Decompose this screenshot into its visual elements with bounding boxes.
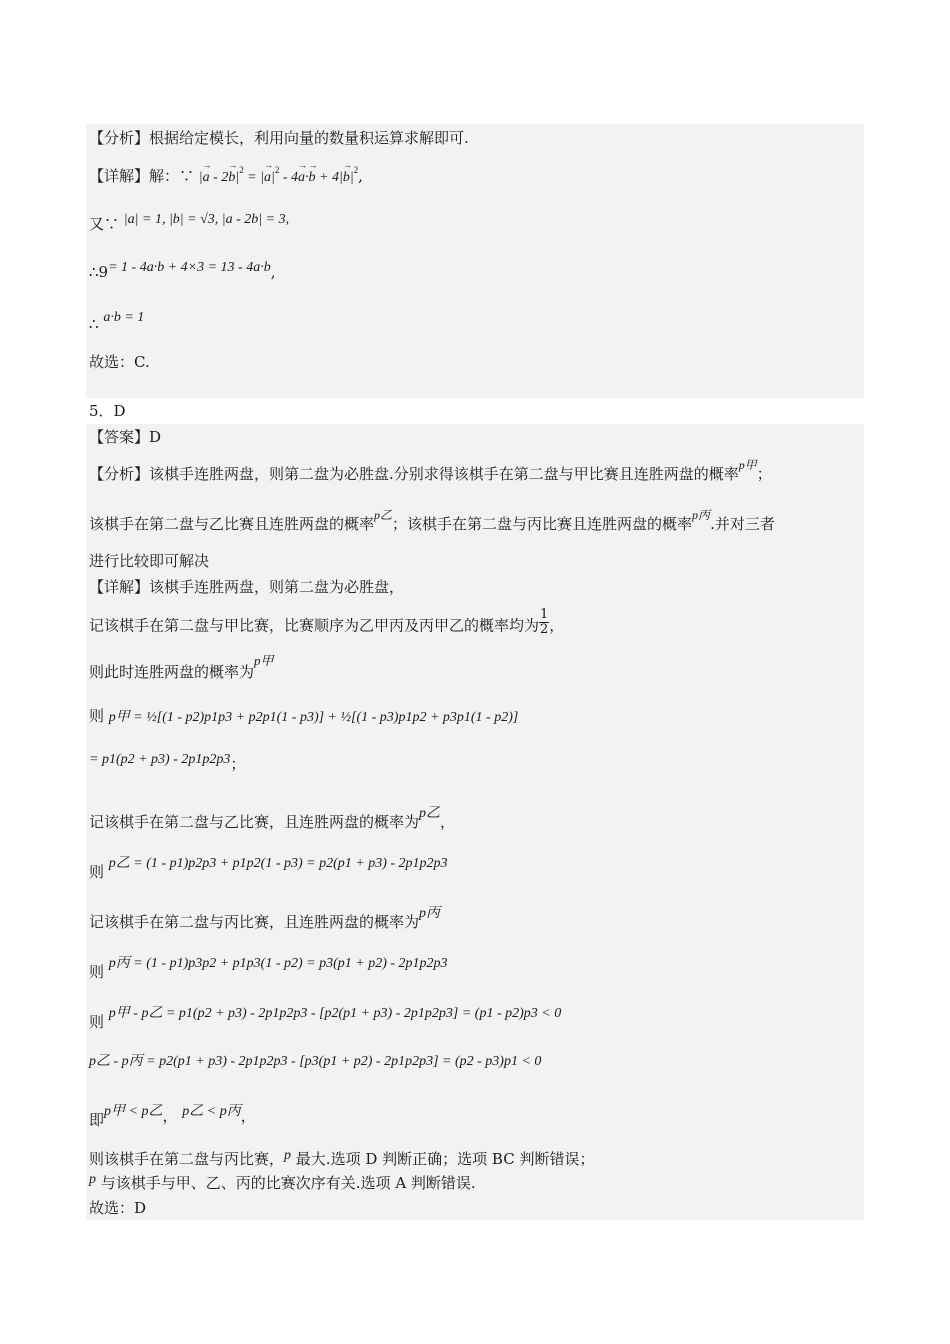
q4-detail-suffix: , [358,167,363,185]
q5-analysis-sym-jia: p甲 [738,458,757,472]
q5-analysis-text-2a: 该棋手在第二盘与乙比赛且连胜两盘的概率 [89,515,375,533]
q4-step2 [89,306,145,333]
q4-given-formula: |a| = 1, |b| = √3, |a - 2b| = 3, [123,212,290,227]
q4-given [89,208,290,233]
q5-yi-intro-text: 记该棋手在第二盘与乙比赛，且连胜两盘的概率为 [89,813,420,831]
q5-detail-end-2: ， [549,616,565,635]
q5-eq-yi-prefix: 则 [89,863,105,881]
q5-eq-jia-2 [89,748,246,773]
q4-step1-formula: = 1 - 4a·b + 4×3 = 13 - 4a·b [108,260,271,275]
q5-detail-line2 [89,607,565,641]
q4-step1-prefix: ∴9 [89,263,109,281]
q5-answer: 【答案】D [89,428,162,446]
q5-conclusion-1a: 则该棋手在第二盘与丙比赛， [89,1150,285,1168]
q5-analysis-line2 [89,508,775,535]
q4-choice: 故选：C. [89,353,150,371]
q5-eq-jia-prefix: 则 [89,707,105,725]
q5-half-fraction: $\frac{1}{2}$ [540,607,549,637]
q5-conclusion-1b: 最大.选项 D 判断正确；选项 BC 判断错误； [295,1150,595,1168]
q5-result-end: ， [240,1107,256,1125]
q5-detail-text-2: 记该棋手在第二盘与甲比赛，比赛顺序为乙甲丙及丙甲乙的概率均为 [89,616,540,635]
q5-yi-intro-sym: p乙 [419,806,441,821]
q5-eq-jia-2-formula: = p1(p2 + p3) - 2p1p2p3 [89,752,231,767]
q4-step1-suffix: , [270,263,276,281]
q5-diff1 [89,1002,562,1031]
q5-detail-sym-jia: p甲 [254,653,274,668]
q5-analysis-end: ； [756,465,772,483]
q5-conclusion-2-text: 与该棋手与甲、乙、丙的比赛次序有关.选项 A 判断错误. [100,1174,476,1192]
q4-given-prefix: 又∵ [89,215,120,233]
q5-detail-text-3: 则此时连胜两盘的概率为 [89,663,255,681]
q4-detail-prefix: 【详解】解：∵ [89,167,195,185]
q5-diff2 [89,1050,541,1072]
q5-detail-line1: 【详解】该棋手连胜两盘，则第二盘为必胜盘， [89,578,405,596]
q5-bing-intro-text: 记该棋手在第二盘与丙比赛，且连胜两盘的概率为 [89,913,420,931]
q5-result-1: p甲 < p乙 [104,1104,163,1119]
q5-analysis-line3: 进行比较即可解决 [89,552,210,570]
q5-eq-bing-prefix: 则 [89,963,105,981]
q4-step2-prefix: ∴ [89,315,99,333]
q4-detail-formula: |→ $a - 2\to b|^2$ = |→ $a|^2 - 4\to a\cdot\to b + 4|\to b|^2$ [199,170,358,185]
q5-result [89,1100,256,1129]
q5-conclusion-2 [89,1173,476,1195]
q5-analysis-text-2c: .并对三者 [710,515,775,533]
q5-analysis-sym-yi: p乙 [374,508,393,522]
q5-result-prefix: 即 [89,1111,105,1129]
q5-result-sep: ， [162,1107,178,1125]
q5-diff1-prefix: 则 [89,1013,105,1031]
q5-bing-intro-sym: p丙 [419,906,441,921]
q5-analysis-text: 【分析】该棋手连胜两盘，则第二盘为必胜盘.分别求得该棋手在第二盘与甲比赛且连胜两盘的概率 [89,465,739,483]
q4-step1 [89,256,276,281]
q4-analysis: 【分析】根据给定模长，利用向量的数量积运算求解即可. [89,129,469,147]
q5-diff2-formula: p乙 - p丙 = p2(p1 + p3) - 2p1p2p3 - [p3(p1 + p2) - 2p1p2p3] = (p2 - p3)p1 < 0 [89,1054,542,1069]
q5-analysis-line1 [89,458,772,485]
q4-detail [89,160,363,188]
q5-eq-jia-formula: p甲 = ½[(1 - p2)p1p3 + p2p1(1 - p3)] + ½[(1 - p3)p1p2 + p3p1(1 - p2)] [108,710,519,725]
q5-eq-yi-formula: p乙 = (1 - p1)p2p3 + p1p2(1 - p3) = p2(p1 + p3) - 2p1p2p3 [108,856,448,871]
q5-result-2: p乙 < p丙 [182,1104,241,1119]
q5-eq-jia-2-end: ； [230,755,246,773]
q5-analysis-text-2b: ；该棋手在第二盘与丙比赛且连胜两盘的概率 [392,515,693,533]
q5-conclusion-1 [89,1149,594,1171]
q5-choice: 故选：D [89,1199,147,1217]
q5-diff1-formula: p甲 - p乙 = p1(p2 + p3) - 2p1p2p3 - [p2(p1 + p3) - 2p1p2p3] = (p1 - p2)p3 < 0 [108,1006,562,1021]
q5-analysis-sym-bing: p丙 [692,508,711,522]
q5-eq-jia-1 [89,706,518,728]
q5-bing-intro [89,906,441,934]
q5-conclusion-sym-1: p [284,1148,292,1163]
q5-eq-yi [89,852,448,881]
q5-yi-intro-end: ， [440,813,456,831]
q5-eq-bing-formula: p丙 = (1 - p1)p3p2 + p1p3(1 - p2) = p3(p1 + p2) - 2p1p2p3 [108,956,448,971]
q5-detail-line3 [89,653,274,683]
q5-number: 5．D [89,402,126,420]
q5-eq-bing [89,952,448,981]
q5-conclusion-sym-2: p [89,1172,96,1187]
q5-yi-intro [89,806,456,834]
q4-step2-formula: a·b = 1 [103,310,145,325]
